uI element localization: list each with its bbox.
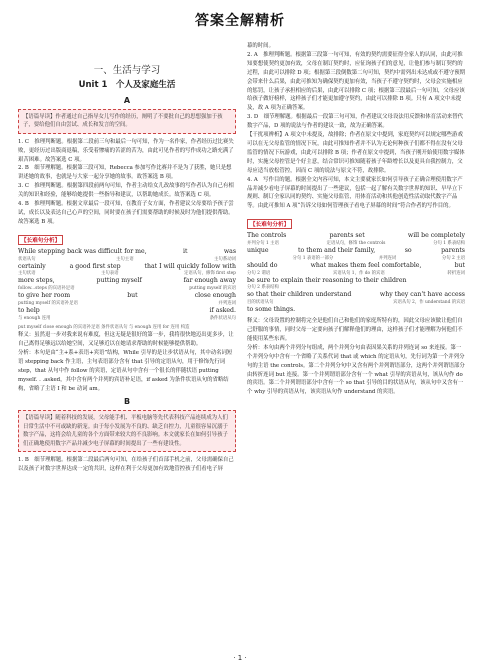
diagram-word: to give her room	[18, 292, 71, 300]
diagram-word: parents	[441, 247, 465, 255]
page-number: · 1 ·	[233, 654, 247, 662]
long-sentence-tag: 【长难句分析】	[247, 219, 292, 229]
diagram-word: close enough	[194, 292, 236, 300]
diagram-note: 主句状语	[18, 271, 36, 277]
diagram-word: but	[127, 292, 138, 300]
diagram-note: 与 enough 连用	[18, 315, 51, 321]
diagram-word: that I will quickly follow with	[144, 262, 236, 270]
diagram-word: so	[404, 247, 412, 255]
section-heading: 一、生活与学习	[93, 65, 161, 76]
diagram-note: 分句 2 谓语	[247, 270, 271, 276]
diagram-word: so that their children understand	[247, 291, 352, 299]
answer-b3: 3. D 细节理解题。根据最后一段第三句可知，作者建议父母设法用反馈和体育活动来替代数字产品，D 项的说法与作者的建议一致，故为正确答案。	[247, 114, 464, 130]
sentence-diagram	[18, 249, 236, 321]
diagram-word: parents set	[329, 232, 365, 240]
diagram-note: 宾语从句 1，作 do 的宾语	[332, 270, 385, 276]
diagram-note: follow...steps 的宾语补足语	[18, 286, 75, 292]
answer-a2: 2. B 细节理解题。根据第三段可知，Rebecca 参加写作比赛并不是为了获胜，她只是想讲述她的故事，也就是与大家一起分享她的故事。故答案选 B 项。	[18, 165, 232, 181]
diagram-note: 分句 2 主语	[441, 255, 465, 261]
unit-heading: Unit 1 个人及家庭生活	[78, 80, 176, 90]
diagram-word: be sure to explain their reasoning to their children	[247, 276, 407, 284]
analysis-b: 分析：本句由两个并列分句组成，两个并列分句由表因果关系的并列连词 so 来连接。第一个并列分句中含有一个省略了关系代词 that 或 which 的定语从句，先行词为第一个并列分句的主语 the controls。第二个并列分句中又含有两个并列谓语部分，这两个并列谓语部分由转折连词 but 连接。第一个并列谓语部分含有一个 what 引导的宾语从句，该从句作 do 的宾语。第二个并列谓语部分中含有一个 so that 引导的目的状语从句，该从句中又含有一个 why 引导的宾语从句，该宾语从句作 understand 的宾语。	[247, 344, 465, 396]
diagram-word: what makes them feel comfortable,	[310, 261, 422, 269]
diagram-note: 主句主语	[116, 256, 134, 262]
diagram-word: a good first step	[69, 262, 121, 270]
analysis-a: 分析：本句是由“主+系+表语+宾语”结构，While 引导的是让步状语从句，其中动名词短语 stepping back 作主语，主句表语部分含有 that 引导的定语从句，用于修饰先行词 step，that 从句中作 follow 的宾语，定语从句中含有一个很长的伴随状语 putting myself. . .asked，其中含有两个并列的宾语补足语，if asked 为条件状语从句的省略结构，省略了主语 I 和 be 动词 am。	[18, 349, 233, 392]
diagram-note: 主句表语	[101, 271, 119, 277]
diagram-note: 分句 1 系表结构	[433, 241, 465, 247]
answer-a1: 1. C 推理判断题。根据第二段前三句和最后一句可知，作为一名作家，作者经历过比赛失败，更经历过出版商退稿，乐受着惨痛的苦涩的苦为，由此可见作者的写作成功之路充满了艰苦困难。故答案选 C 项。	[18, 138, 234, 163]
reading-guide-a: 【语篇导读】作者通过自己指导女儿写作的经历，阐明了不要批自己的思想强加于孩子，要给他们自由尝试、成长和发言的空间。	[18, 109, 236, 134]
diagram-word: but	[454, 261, 465, 269]
diagram-word: was	[223, 247, 236, 255]
answer-a3: 3. C 推理判断题。根据第四段前两句可知，作者主动给女儿改故事的写作者认为自己有相关的知识和经验，能够给她提供一些指导和建议，以帮助她成长。故答案选 C 项。	[18, 183, 234, 199]
continuation-text: 幕的时间。	[247, 43, 274, 49]
answer-b2: 2. A 推理判断题。根据第三段第一句可知，有效的契约需要征得全家人的认同，由此可推知要想使契约更加有效，父母在制订契约时，应征询孩子们的意见，让他们参与制订契约的过程，由此可以排除 D 项；根据第三段倒数第二句可知，契约中需列出未达成或不遵守预期会带来什么后果，由此可推知为确保契约更加有效，当孩子不遵守契约时，父母会实施相应的惩罚，让孩子承担相应的后果，由此可以排除 C 项；根据第三段最后一句可知，父母应该给孩子做好榜样，这样孩子们才能更加遵守契约，由此可以排除 B 项。只有 A 项文中未提及，故 A 项为正确答案。	[247, 51, 465, 112]
diagram-word: far enough away	[183, 277, 236, 285]
page-title: 答案全解精析	[195, 13, 285, 29]
diagram-note: 分句 2 系表结构	[247, 285, 279, 291]
diagram-word: The controls	[247, 232, 287, 240]
diagram-note: 条件状语从句	[209, 315, 236, 321]
diagram-word: While stepping back was difficult for me,	[18, 247, 147, 255]
long-sentence-tag: 【长难句分析】	[18, 235, 63, 245]
passage-letter-a: A	[123, 96, 131, 105]
diagram-word: to them and their family,	[298, 247, 376, 255]
distractor-analysis: 【干扰项辨析】A 项文中未提及，故排除；作者在原文中提到，家庭契约可以规定哪些游戏可以在无父母监管的情况下玩，由此可推知作者并不认为无论何种孩子们都不得在没有父母监管的情况下玩游戏，由此可以排除 B 项；作者在原文中提到，当孩子刚开始使用数字媒体时，实施父母控管是个好主意，结合常识可推知随着孩子年龄增长以及更具自我控制力，父母应适当放松管控，因而 C 项的说法与原文不符，故排除。	[247, 132, 465, 174]
diagram-note: 状语从句	[18, 256, 36, 262]
diagram-note: 并列连词	[378, 255, 397, 261]
diagram-note: 主句系动词	[214, 256, 236, 262]
left-column	[18, 62, 236, 474]
diagram-note: putting myself 的宾语	[189, 286, 236, 292]
diagram-note: 定语从句，修饰 first step	[184, 271, 236, 277]
diagram-note: 并列连词	[218, 301, 236, 307]
diagram-footnote: put myself close enough 的宾语补足语 条件状语从句 与 enough 连用 for 连用 构造	[18, 324, 190, 330]
diagram-note: 转折连词	[447, 270, 465, 276]
answer-b1: 1. B 细节理解题。根据第二段最后两句可知，在给孩子们首部手机之前，父母需确保自己以及孩子对数字世界达成一定的共识，这样在利于父母更加有效地管控孩子们看电子屏	[18, 456, 234, 472]
diagram-word: putting myself	[96, 277, 142, 285]
reading-guide-b: 【语篇导读】随着科技的发展，父母能手机、平板电脑等先代表科技产品连续成为人们日常生活中不可或缺的新宠。由于每小发展为不良的、缺乏自控力，儿童很容易沉溺于数字产品，这将会给儿童的各个方面带来较大的不良影响。本文就家长在如何引导孩子们正确地使用数字产品并减少电子屏幕的时间提出了一些有建设性。	[18, 410, 236, 452]
diagram-word: it	[183, 247, 188, 255]
diagram-word: why they can't have access	[379, 291, 465, 299]
translation-a: 释义：虽然退一步对我来说有难度，但这无疑是很好的第一步，我将很快地迈出更多步，让自己离得足够远以给她空间，又足够近以在她请求帮助的时候能够提供帮助。	[18, 332, 234, 348]
diagram-note: 宾语从句 2，作 understand 的宾语	[393, 300, 465, 306]
diagram-note: putting myself 的宾语补足语	[18, 301, 78, 307]
diagram-word: to help	[18, 307, 40, 315]
right-column	[247, 42, 465, 397]
diagram-note: 分句 1 表语的一部分	[292, 255, 334, 261]
diagram-word: if asked.	[209, 307, 236, 315]
passage-letter-b: B	[123, 397, 131, 407]
diagram-word: unique	[247, 247, 269, 255]
diagram-note: 并列分句 1 主语	[247, 241, 279, 247]
diagram-note: 目的状语从句	[247, 300, 274, 306]
diagram-word: certainly	[18, 262, 46, 270]
diagram-note: 定语从句，修饰 the controls	[326, 241, 386, 247]
answer-b4: 4. A 写作目的题。根据全文内容可知，本文主要就家长如何引导孩子正确合理使用数字产品并减少看电子屏幕的时间提出了一些建议，包括一起了解有关数字世界的知识、早早立下规则、制订全家认同的契约、实施父母监管，用体育活动和其他创造性活动取代数字产品等。由此可推知 A 项“告诉父母如何管理孩子看电子屏幕的时间”符合作者的写作目的。	[247, 176, 463, 210]
diagram-word: will be completely	[407, 232, 465, 240]
translation-b: 释义：父母设置的控制将完全是他们自己和他们的家庭所特有的，因此父母应该做让他们自己舒服的事情，同时父母一定要向孩子们解释他们的理由，这样孩子们才能理解为何他们不能使用某些东西。	[247, 318, 463, 342]
diagram-word: should do	[247, 261, 278, 269]
diagram-word: more steps,	[18, 277, 55, 285]
sentence-diagram	[247, 233, 465, 314]
diagram-word: to some things.	[247, 306, 296, 314]
answer-a4: 4. B 推理判断题。根据文章最后一段可知，在教育子女方面，作者建议父母要给予孩子尝试，成长以及表达自己心声的空间，同时要在孩子们需要帮助的时候及时为他们提供帮助。故答案选 B 项。	[18, 201, 234, 225]
